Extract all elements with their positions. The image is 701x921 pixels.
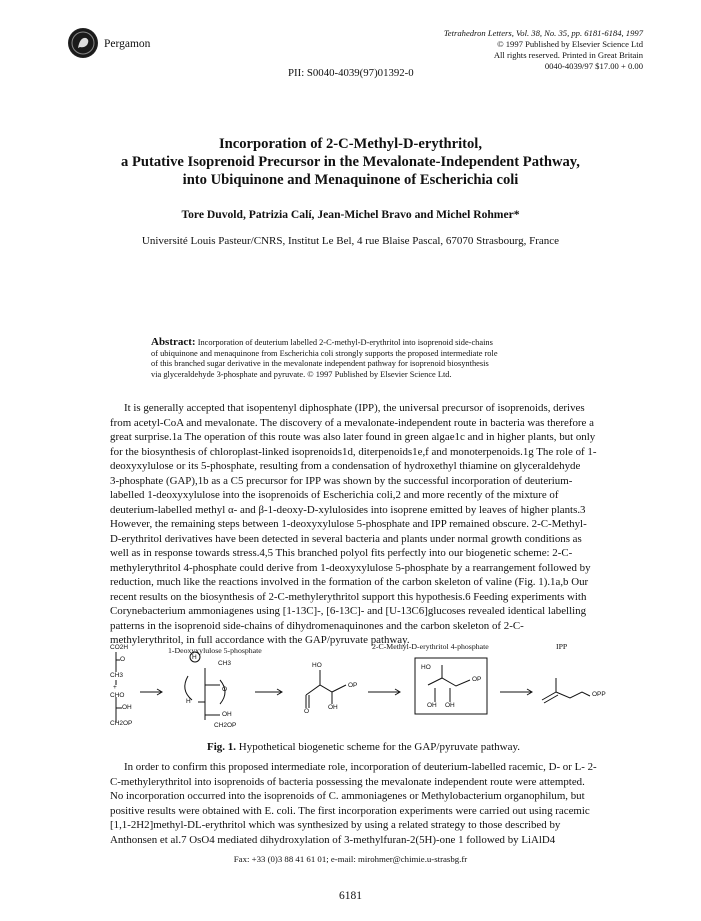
atom-label: CH3 <box>110 672 124 679</box>
paragraph-line: However, the remaining steps between 1-deoxyxylulose 5-phosphate and IPP remained obscure. 2-C-Methyl- <box>110 518 587 530</box>
paragraph-line: reduction, much like the reactions involved in the formation of the carbon skeleton of valine (Fig. 1).1a,b Our <box>110 576 589 588</box>
paragraph-line: No incorporation occurred into the isoprenoids of C. ammoniagenes or Methylobacterium organophilum, but <box>110 790 585 802</box>
journal-citation <box>444 28 643 72</box>
journal-line: Tetrahedron Letters, Vol. 38, No. 35, pp. 6181-6184, 1997 <box>443 28 643 38</box>
correspondence-footnote: Fax: +33 (0)3 88 41 61 01; e-mail: mirohmer@chimie.u-strasbg.fr <box>233 854 468 864</box>
atom-label: CH2OP <box>110 720 133 727</box>
paragraph-line: methylerythritol 4-phosphate could derive from 1-deoxyxylulose 5-phosphate by a rearrangement followed by <box>110 561 591 574</box>
atom-label: HO <box>312 662 322 669</box>
caption-label: Fig. 1. <box>206 741 237 753</box>
affiliation: Université Louis Pasteur/CNRS, Institut Le Bel, 4 rue Blaise Pascal, 67070 Strasbourg, France <box>141 235 560 247</box>
atom-label: OH <box>427 702 437 709</box>
paragraph-line: methylerythritol, in full accordance with the GAP/pyruvate pathway. <box>110 634 410 646</box>
body-paragraph-1 <box>110 401 617 648</box>
paragraph-line: D-erythritol derivatives have been detected in several bacteria and plants under normal growth conditions as <box>110 532 582 545</box>
paragraph-line: well as in response towards stress.4,5 This branched polyol fits perfectly into our biogenetic scheme: 2-C- <box>110 547 573 559</box>
abstract-line: of this branched sugar derivative in the mevalonate independent pathway for isoprenoid biosynthesis <box>151 359 489 369</box>
body-paragraph-2 <box>110 760 617 847</box>
title-line: into Ubiquinone and Menaquinone of Escherichia coli <box>182 172 519 188</box>
abstract-line: Incorporation of deuterium labelled 2-C-methyl-D-erythritol into isoprenoid side-chains <box>197 338 493 347</box>
abstract <box>151 337 551 381</box>
paragraph-line: Corynebacterium ammoniagenes using [1-13C]-, [6-13C]- and [U-13C6]glucoses revealed identical labelling <box>110 605 587 617</box>
atom-label: OP <box>348 682 358 689</box>
atom-label: + <box>113 684 117 691</box>
atom-label: CH3 <box>218 660 232 667</box>
paragraph-line: positive results were obtained with E. coli. The first incorporation experiments were carried out using racemic <box>110 804 590 817</box>
atom-label: O <box>304 708 310 715</box>
paragraph-line: deuterium-labelled methyl α- and β-1-deoxy-D-xylulosides into isoprene emitted by leaves of higher plants.3 <box>110 503 586 516</box>
figure-caption <box>110 741 617 753</box>
pii-identifier: PII: S0040-4039(97)01392-0 <box>288 67 414 79</box>
paragraph-line: great surprise.1a The operation of this route was also later found in green algae1c and in higher plants, but only <box>110 431 596 443</box>
paragraph-line: C-methylerythritol into isoprenoids of bacteria possessing the mevalonate independent route were attempted. <box>110 775 585 788</box>
title-line: Incorporation of 2-C-Methyl-D-erythritol, <box>218 136 483 152</box>
scheme-drawing <box>110 640 620 735</box>
caption-text: Hypothetical biogenetic scheme for the GAP/pyruvate pathway. <box>238 741 520 753</box>
deoxyxylulose-label: 1-Deoxyxylulose 5-phosphate <box>168 646 262 655</box>
methylerythritol-label: 2-C-Methyl-D-erythritol 4-phosphate <box>372 642 489 651</box>
atom-label: CO2H <box>110 644 129 651</box>
page-number: 6181 <box>339 890 362 902</box>
abstract-line: of ubiquinone and menaquinone from Escherichia coli strongly supports the proposed intermediate role <box>151 348 498 358</box>
paragraph-line: Anthonsen et al.7 OsO4 mediated dihydroxylation of 3-methylfuran-2(5H)-one 1 followed by LiAlD4 <box>110 833 556 846</box>
publisher-logo <box>68 28 98 58</box>
paragraph-line: patterns in the isoprenoid side-chains of dihydromenaquinones and the carbon skeleton of 2-C- <box>110 619 524 632</box>
atom-label: OPP <box>592 691 606 698</box>
atom-label: O <box>120 656 126 663</box>
paragraph-line: recent results on the biosynthesis of 2-C-methylerythritol support this hypothesis.6 Feeding experiments with <box>110 590 587 603</box>
paragraph-line: from acetyl-CoA and mevalonate. The discovery of a mevalonate-independent route in bacteria was therefore a <box>110 416 594 429</box>
abstract-line: via glyceraldehyde 3-phosphate and pyruvate. © 1997 Published by Elsevier Science Ltd. <box>151 370 452 380</box>
atom-label: O <box>222 686 228 693</box>
atom-label: CHO <box>110 692 125 699</box>
author-list: Tore Duvold, Patrizia Calí, Jean-Michel Bravo and Michel Rohmer* <box>181 208 520 221</box>
atom-label: H <box>192 654 197 661</box>
paragraph-line: for the biosynthesis of chloroplast-linked isoprenoids1d, diterpenoids1e,f and monoterpenoids.1g The role of 1- <box>110 445 597 458</box>
figure-1-scheme <box>110 640 620 735</box>
journal-line: All rights reserved. Printed in Great Britain <box>493 50 643 60</box>
paragraph-line: deoxyxylulose or its 5-phosphate, resulting from a condensation of hydroxethyl thiamine on glyceraldehyde <box>110 460 581 472</box>
paragraph-line: [1,1-2H2]methyl-DL-erythritol which was synthesized by using a related strategy to those described by <box>110 819 561 831</box>
pergamon-emblem-icon <box>68 28 98 58</box>
atom-label: HO <box>421 664 431 671</box>
title-line: a Putative Isoprenoid Precursor in the Mevalonate-Independent Pathway, <box>121 154 580 170</box>
atom-label: OH <box>122 704 132 711</box>
journal-line: 0040-4039/97 $17.00 + 0.00 <box>544 61 643 71</box>
journal-line: © 1997 Published by Elsevier Science Ltd <box>497 39 643 49</box>
paragraph-line: 3-phosphate (GAP),1b as a C5 precursor for IPP was shown by the successful incorporation of deuterium- <box>110 474 573 487</box>
paragraph-line: It is generally accepted that isopentenyl diphosphate (IPP), the universal precursor of isoprenoids, derives <box>124 402 585 414</box>
atom-label: H <box>186 698 191 705</box>
atom-label: OP <box>472 676 482 683</box>
atom-label: OH <box>222 711 232 718</box>
publisher-name: Pergamon <box>104 38 151 50</box>
paragraph-line: In order to confirm this proposed intermediate role, incorporation of deuterium-labelled racemic, D- or L- 2- <box>124 761 597 773</box>
paper-title <box>40 135 661 189</box>
abstract-label: Abstract: <box>151 336 196 348</box>
atom-label: CH2OP <box>214 722 237 729</box>
paragraph-line: labelled 1-deoxyxylulose into the isoprenoids of Escherichia coli,2 and more recently of the mixture of <box>110 489 559 501</box>
atom-label: OH <box>445 702 455 709</box>
atom-label: OH <box>328 704 338 711</box>
ipp-label: IPP <box>556 642 568 651</box>
